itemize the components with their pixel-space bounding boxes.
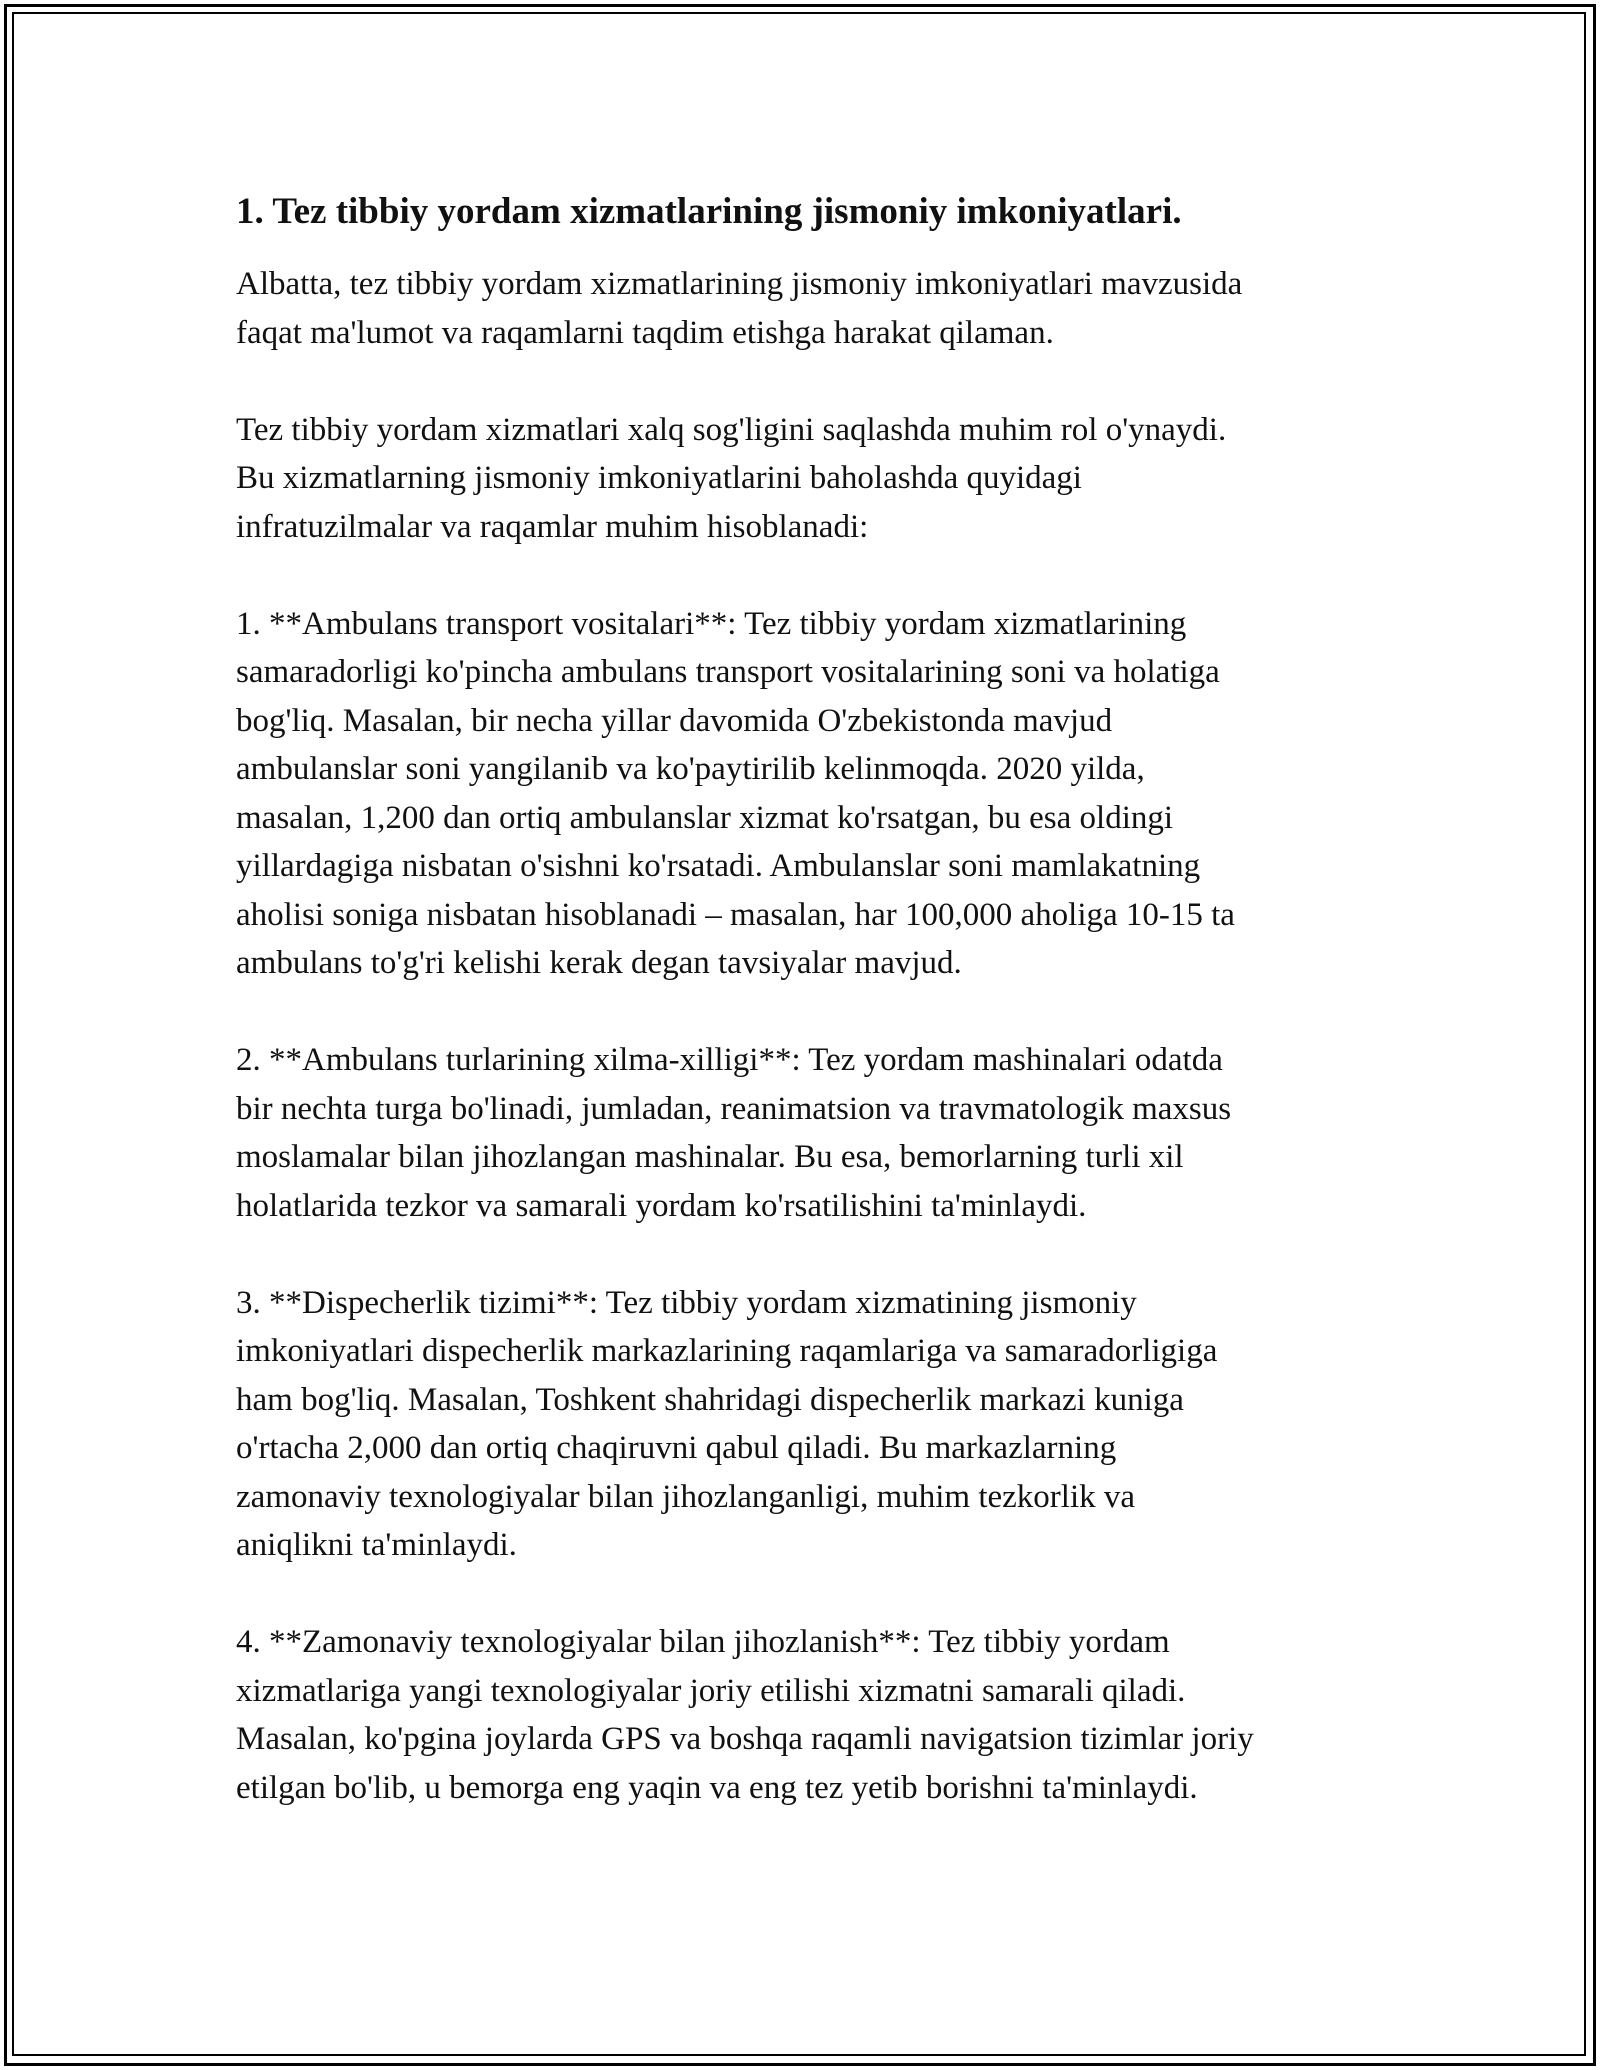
- document-body: [236, 188, 1386, 1861]
- paragraph-modern-technology: 4. **Zamonaviy texnologiyalar bilan jihozlanish**: Tez tibbiy yordam xizmatlariga yangi texnologiyalar joriy etilishi xizmatni samarali qiladi. Masalan, ko'pgina joylarda GPS va boshqa raqamli navigatsion tizimlar joriy etilgan bo'lib, u bemorga eng yaqin va eng tez yetib borishni ta'minlaydi.: [236, 1624, 1254, 1806]
- paragraph-ambulance-types: 2. **Ambulans turlarining xilma-xilligi**: Tez yordam mashinalari odatda bir nechta turga bo'linadi, jumladan, reanimatsion va travmatologik maxsus moslamalar bilan jihozlangan mashinalar. Bu esa, bemorlarning turli xil holatlarida tezkor va samarali yordam ko'rsatilishini ta'minlaydi.: [236, 1042, 1232, 1224]
- paragraph-dispatch-system: 3. **Dispecherlik tizimi**: Tez tibbiy yordam xizmatining jismoniy imkoniyatlari dispecherlik markazlarining raqamlariga va samaradorligiga ham bog'liq. Masalan, Toshkent shahridagi dispecherlik markazi kuniga o'rtacha 2,000 dan ortiq chaqiruvni qabul qiladi. Bu markazlarning zamonaviy texnologiyalar bilan jihozlanganligi, muhim tezkorlik va aniqlikni ta'minlaydi.: [236, 1284, 1218, 1563]
- document-title: 1. Tez tibbiy yordam xizmatlarining jismoniy imkoniyatlari.: [236, 191, 1182, 232]
- paragraph-overview: Tez tibbiy yordam xizmatlari xalq sog'ligini saqlashda muhim rol o'ynaydi. Bu xizmatlarning jismoniy imkoniyatlarini baholashda quyidagi infratuzilmalar va raqamlar muhim hisoblanadi:: [236, 411, 1227, 545]
- paragraph-ambulance-vehicles: 1. **Ambulans transport vositalari**: Tez tibbiy yordam xizmatlarining samaradorligi ko'pincha ambulans transport vositalarining soni va holatiga bog'liq. Masalan, bir necha yillar davomida O'zbekistonda mavjud ambulanslar soni yangilanib va ko'paytirilib kelinmoqda. 2020 yilda, masalan, 1,200 dan ortiq ambulanslar xizmat ko'rsatgan, bu esa oldingi yillardagiga nisbatan o'sishni ko'rsatadi. Ambulanslar soni mamlakatning aholisi soniga nisbatan hisoblanadi – masalan, har 100,000 aholiga 10-15 ta ambulans to'g'ri kelishi kerak degan tavsiyalar mavjud.: [236, 605, 1235, 981]
- paragraph-intro: Albatta, tez tibbiy yordam xizmatlarining jismoniy imkoniyatlari mavzusida faqat ma'lumot va raqamlarni taqdim etishga harakat qilaman.: [236, 266, 1243, 351]
